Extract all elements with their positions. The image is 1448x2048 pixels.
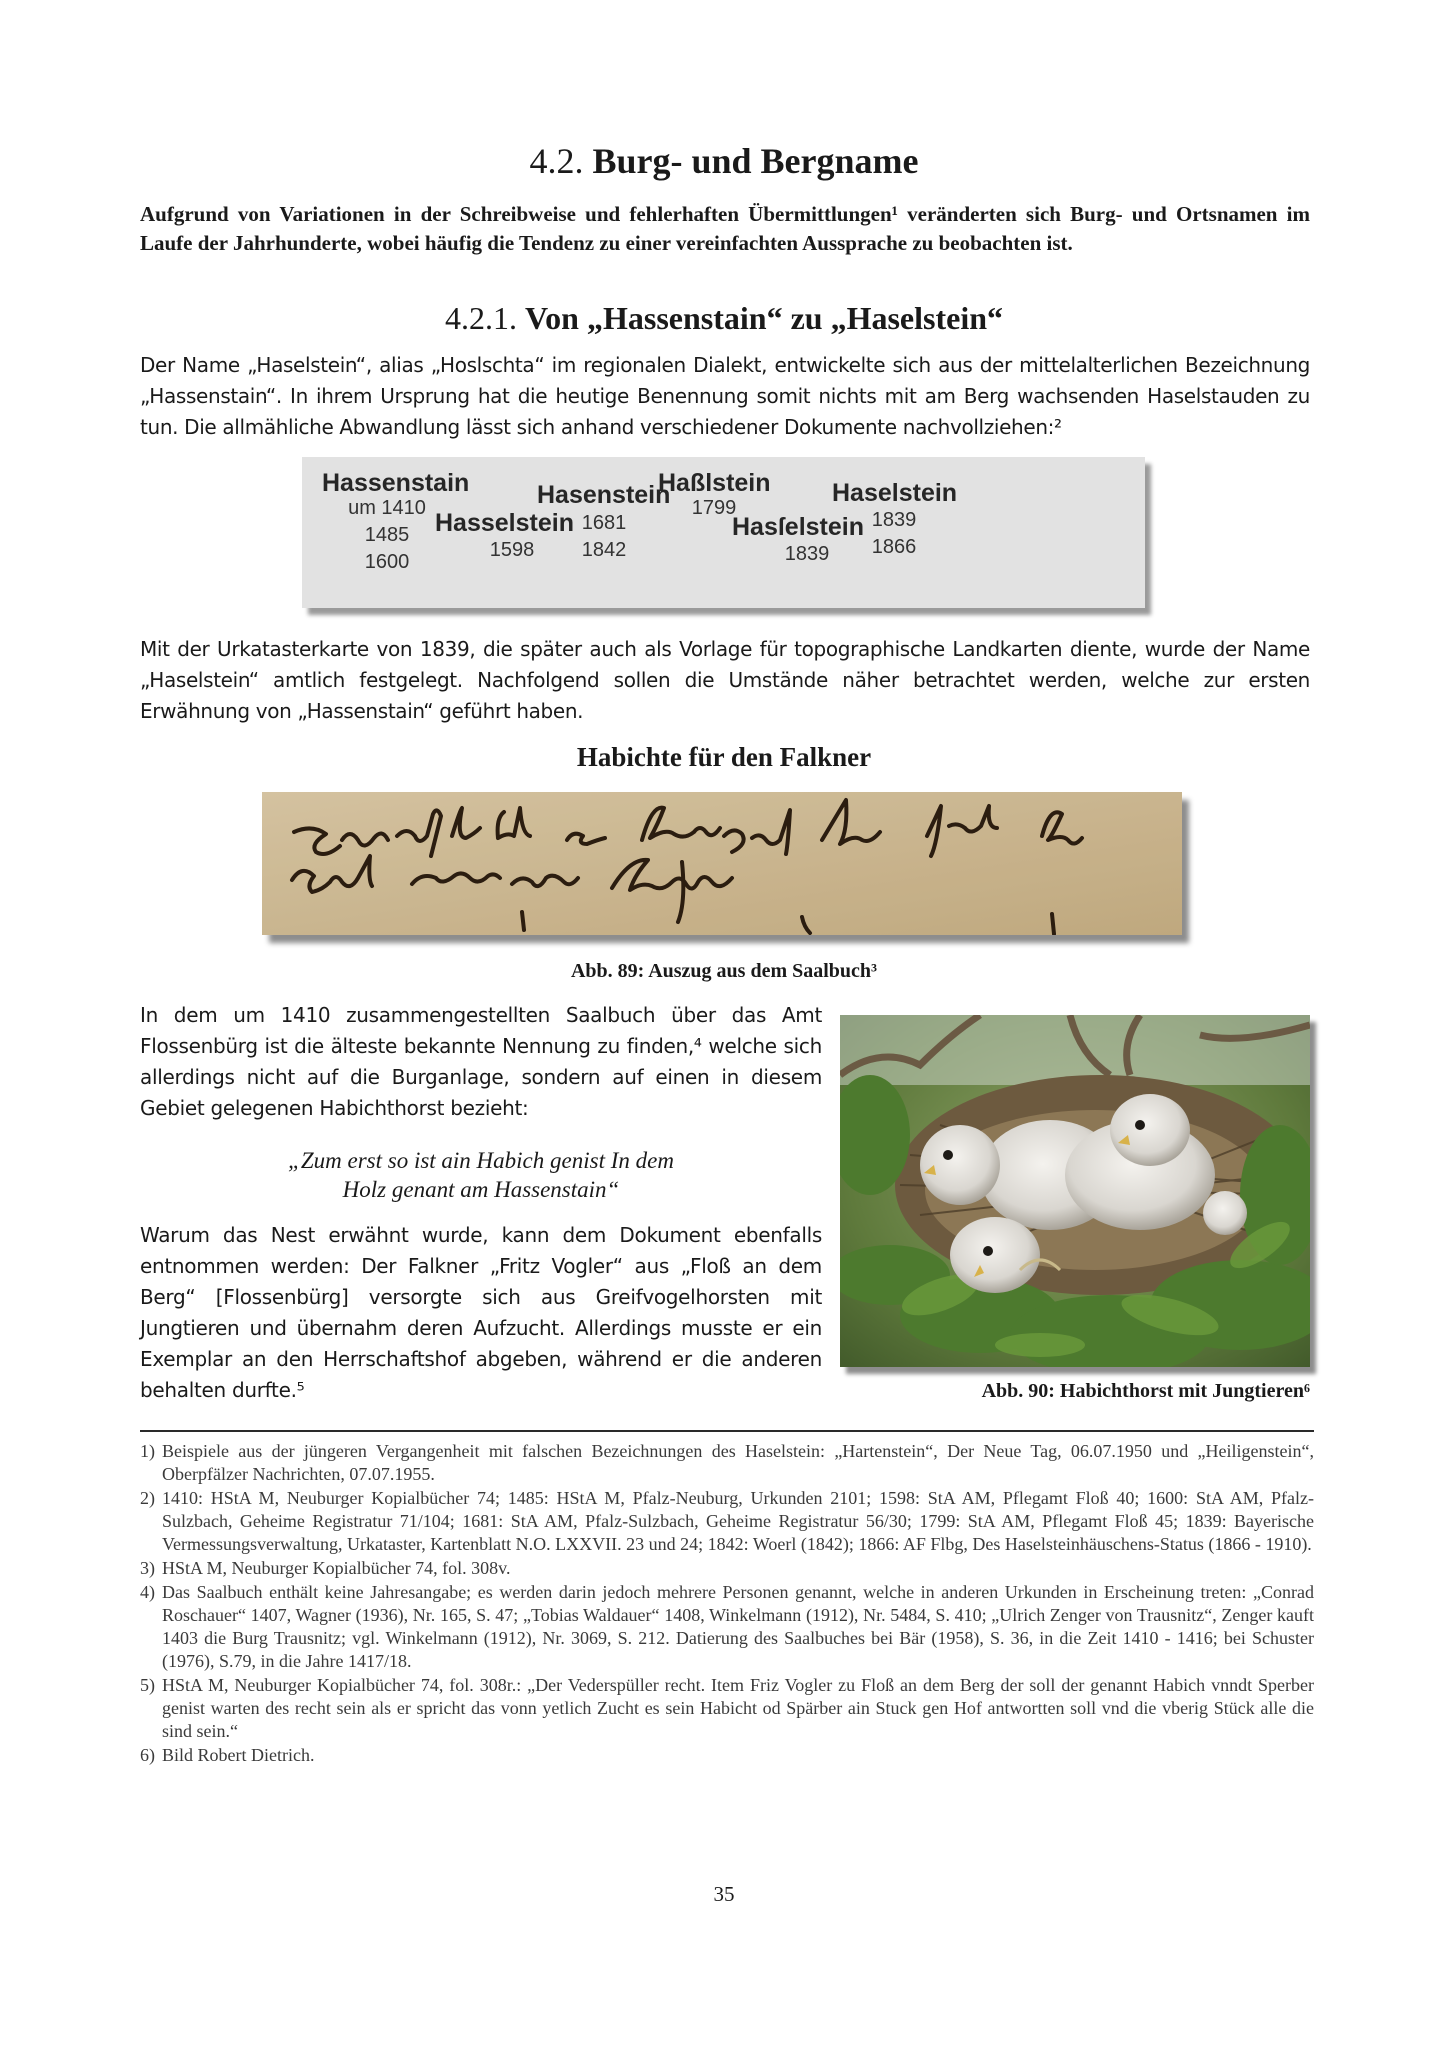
paragraph-falkner: Warum das Nest erwähnt wurde, kann dem Dokument ebenfalls entnommen werden: Der Falkner „Fritz Vogler“ aus „Floß an dem Berg“ [Flossenbürg] versorgte sich aus Greifvogelhorsten mit Jungtieren und übernahm deren Aufzucht. Allerdings musste er ein Exemplar an den Herrschaftshof abgeben, während er die anderen behalten durfte.⁵ — [140, 1223, 822, 1402]
quote-line: Holz genant am Hassenstain“ — [342, 1177, 620, 1202]
hawk-heading: Habichte für den Falkner — [576, 742, 872, 772]
variant-year: 1842 — [581, 539, 627, 561]
section-title: Burg- und Bergname — [592, 141, 919, 181]
paragraph-urkataster: Mit der Urkatasterkarte von 1839, die später auch als Vorlage für topographische Landkarten diente, wurde der Name „Haselstein“ amtlich festgelegt. Nachfolgend sollen die Umstände näher betrachtet werden, welche zur ersten Erwähnung von „Hassenstain“ geführt haben. — [140, 637, 1310, 723]
variant-name: Haßlstein — [658, 469, 771, 497]
paragraph-saalbuch: In dem um 1410 zusammengestellten Saalbuch über das Amt Flossenbürg ist die älteste bekannte Nennung zu finden,⁴ welche sich allerdings nicht auf die Burganlage, sondern auf einen in diesem Gebiet gelegenen Habichthorst bezieht: — [140, 1003, 822, 1120]
footnote-number: 1) — [140, 1441, 155, 1461]
footnote-text: Bild Robert Dietrich. — [162, 1745, 315, 1765]
manuscript-excerpt-image — [262, 792, 1182, 935]
variant-years — [462, 537, 562, 564]
subsection-title: Von „Hassenstain“ zu „Haselstein“ — [525, 300, 1003, 336]
footnote-number: 2) — [140, 1488, 155, 1508]
variant-years — [332, 495, 442, 576]
variant-years — [564, 510, 644, 564]
footnote-number: 6) — [140, 1745, 155, 1765]
figure-90-caption: Abb. 90: Habichthorst mit Jungtieren⁶ — [981, 1380, 1310, 1402]
variant-years — [854, 507, 934, 561]
footnote-text: HStA M, Neuburger Kopialbücher 74, fol. 308r.: „Der Vederspüller recht. Item Friz Vogler zu Floß an dem Berg der soll der genannt Habich vnndt Sperber genist warten des recht sein als er spricht das vonn yetlich Zucht es sein Habicht od Spärber ain Stuck gen Hof antwortten soll vnd die vberig Stück alle die sind sein.“ — [162, 1675, 1314, 1741]
footnote-text: 1410: HStA M, Neuburger Kopialbücher 74; 1485: HStA M, Pfalz-Neuburg, Urkunden 2101; 1598: StA AM, Pflegamt Floß 40; 1600: StA AM, Pfalz-Sulzbach, Geheime Registratur 71/104; 1681: StA AM, Pfalz-Sulzbach, Geheime Registratur 56/30; 1799: StA AM, Pflegamt Floß 45; 1839: Bayerische Vermessungsverwaltung, Urkataster, Kartenblatt N.O. LXXVII. 23 und 24; 1842: Woerl (1842); 1866: AF Flbg, Des Haselsteinhäuschens-Status (1866 - 1910). — [162, 1488, 1314, 1554]
footnote — [140, 1487, 1314, 1556]
footnote — [140, 1744, 1314, 1767]
variant-name: Hasſelstein — [732, 513, 865, 541]
variant-name: Haselstein — [832, 479, 958, 507]
variant-name: Hasselstein — [435, 509, 574, 537]
figure-89-caption: Abb. 89: Auszug aus dem Saalbuch³ — [570, 960, 878, 982]
footnote — [140, 1440, 1314, 1486]
variant-years — [767, 541, 847, 568]
footnote-number: 4) — [140, 1582, 155, 1602]
variant-year: 1598 — [489, 539, 535, 561]
footnote-number: 5) — [140, 1675, 155, 1695]
footnote — [140, 1674, 1314, 1743]
variant-year: 1839 — [871, 509, 917, 531]
variant-year: 1485 — [364, 524, 410, 546]
page-number: 35 — [713, 1882, 735, 1906]
hawk-nest-photo — [840, 1015, 1310, 1367]
variant-year: um 1410 — [348, 497, 426, 519]
variant-year: 1600 — [364, 551, 410, 573]
variant-year: 1681 — [581, 512, 627, 534]
section-heading — [0, 140, 1448, 182]
footnote-text: Beispiele aus der jüngeren Vergangenheit mit falschen Bezeichnungen des Haselstein: „Hartenstein“, Der Neue Tag, 06.07.1950 und „Heiligenstein“, Oberpfälzer Nachrichten, 07.07.1955. — [162, 1441, 1314, 1484]
footnotes — [140, 1440, 1314, 1768]
footnote-text: HStA M, Neuburger Kopialbücher 74, fol. 308v. — [162, 1558, 511, 1578]
variant-name: Hasenstein — [537, 481, 671, 509]
subsection-heading — [0, 300, 1448, 337]
variant-year: 1866 — [871, 536, 917, 558]
section-number: 4.2. — [529, 141, 584, 181]
subsection-number: 4.2.1. — [445, 300, 517, 336]
paragraph-origin: Der Name „Haselstein“, alias „Hoslschta“ im regionalen Dialekt, entwickelte sich aus der mittelalterlichen Bezeichnung „Hassenstain“. In ihrem Ursprung hat die heutige Benennung somit nichts mit am Berg wachsenden Haselstauden zu tun. Die allmähliche Abwandlung lässt sich anhand verschiedener Dokumente nachvollziehen:² — [140, 353, 1310, 439]
saalbuch-quote — [140, 1146, 822, 1204]
variant-year: 1839 — [784, 543, 830, 565]
quote-line: „Zum erst so ist ain Habich genist In dem — [288, 1148, 674, 1173]
name-variants-graphic — [302, 457, 1145, 608]
footnote — [140, 1581, 1314, 1673]
variant-year: 1799 — [691, 497, 737, 519]
footnote-divider — [140, 1430, 1314, 1432]
footnote — [140, 1557, 1314, 1580]
intro-paragraph: Aufgrund von Variationen in der Schreibweise und fehlerhaften Übermittlungen¹ veränderten sich Burg- und Ortsnamen im Laufe der Jahrhunderte, wobei häufig die Tendenz zu einer vereinfachten Aussprache zu beobachten ist. — [140, 202, 1310, 255]
variant-name: Hassenstain — [322, 469, 470, 497]
footnote-number: 3) — [140, 1558, 155, 1578]
footnote-text: Das Saalbuch enthält keine Jahresangabe; es werden darin jedoch mehrere Personen genannt, welche in anderen Urkunden in Erscheinung treten: „Conrad Roschauer“ 1407, Wagner (1936), Nr. 165, S. 47; „Tobias Waldauer“ 1408, Winkelmann (1912), Nr. 5484, S. 410; „Ulrich Zenger von Trausnitz“, Zenger kauft 1403 die Burg Trausnitz; vgl. Winkelmann (1912), Nr. 3069, S. 212. Datierung des Saalbuches bei Bär (1958), S. 36, in die Zeit 1410 - 1416; bei Schuster (1976), S.79, in die Jahre 1417/18. — [162, 1582, 1314, 1671]
